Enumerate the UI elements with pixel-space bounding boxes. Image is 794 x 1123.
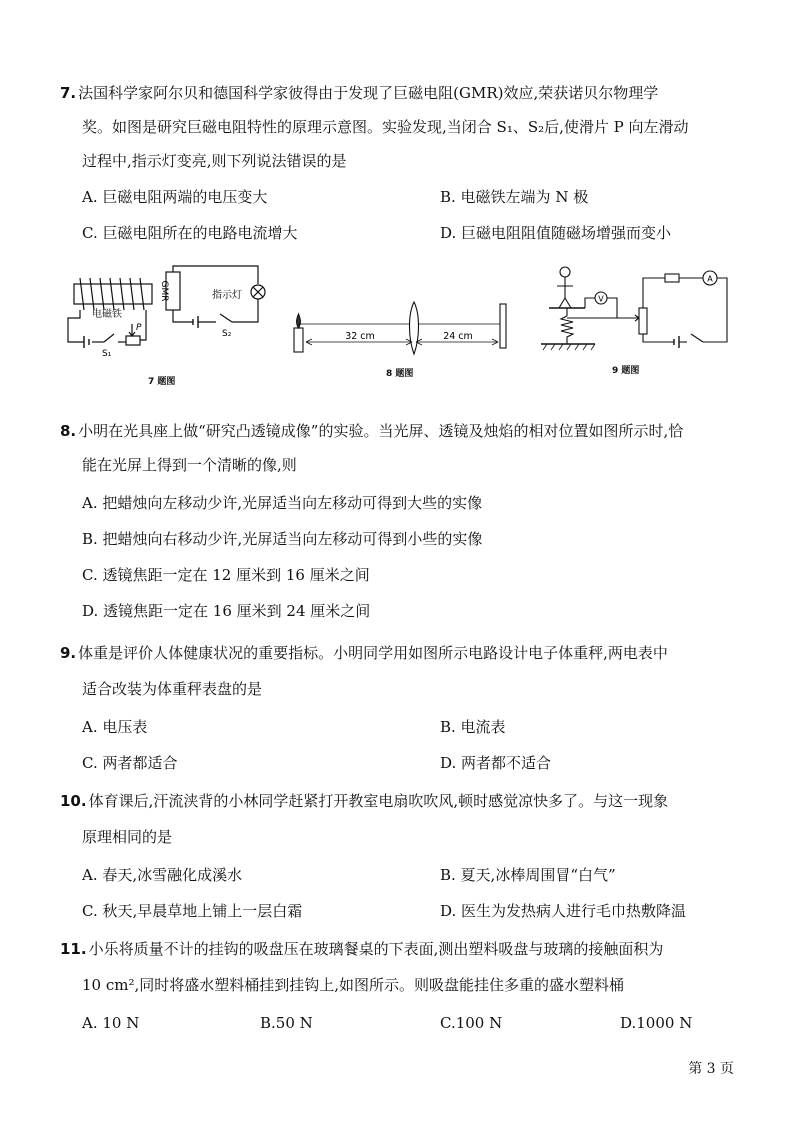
question-11-option-d[interactable]: D.1000 N — [620, 1014, 693, 1032]
question-8-option-a[interactable]: A. 把蜡烛向左移动少许,光屏适当向左移动可得到大些的实像 — [82, 494, 483, 512]
question-8-line-1: 8. 小明在光具座上做“研究凸透镜成像”的实验。当光屏、透镜及烛焰的相对位置如图所示时,恰 — [60, 422, 684, 440]
figure-7-caption: 7 题图 — [148, 377, 176, 387]
question-9-option-b[interactable]: B. 电流表 — [440, 718, 506, 736]
figure-7-circuit — [62, 262, 277, 362]
question-10-number: 10. — [60, 792, 87, 810]
question-7-option-b[interactable]: B. 电磁铁左端为 N 极 — [440, 188, 589, 206]
question-9-number: 9. — [60, 644, 77, 662]
electromagnet-label: 电磁铁 — [92, 309, 122, 320]
convex-lens — [410, 302, 419, 354]
question-9 — [60, 636, 740, 782]
question-7-option-c[interactable]: C. 巨磁电阻所在的电路电流增大 — [82, 224, 298, 242]
question-11-option-c[interactable]: C.100 N — [440, 1014, 503, 1032]
question-11-line-1: 11. 小乐将质量不计的挂钩的吸盘压在玻璃餐桌的下表面,测出塑料吸盘与玻璃的接触面积为 — [60, 940, 664, 958]
question-9-option-d[interactable]: D. 两者都不适合 — [440, 754, 552, 772]
question-8-number: 8. — [60, 422, 77, 440]
question-9-line-2: 适合改装为体重秤表盘的是 — [82, 680, 263, 698]
question-7-option-a[interactable]: A. 巨磁电阻两端的电压变大 — [82, 188, 268, 206]
slider-p-label: P — [136, 323, 142, 333]
rheostat-9 — [639, 308, 647, 334]
question-8-option-d[interactable]: D. 透镜焦距一定在 16 厘米到 24 厘米之间 — [82, 602, 371, 620]
question-8-option-b[interactable]: B. 把蜡烛向右移动少许,光屏适当向左移动可得到小些的实像 — [82, 530, 483, 548]
gmr-label: GMR — [159, 280, 169, 302]
spring — [561, 316, 573, 344]
question-8-line-2: 能在光屏上得到一个清晰的像,则 — [82, 456, 297, 474]
question-7-number: 7. — [60, 84, 77, 102]
question-11-option-b[interactable]: B.50 N — [260, 1014, 313, 1032]
question-10-option-a[interactable]: A. 春天,冰雪融化成溪水 — [82, 866, 243, 884]
candle — [294, 328, 303, 352]
figure-9-caption: 9 题图 — [612, 366, 640, 376]
question-10-option-c[interactable]: C. 秋天,早晨草地上铺上一层白霜 — [82, 902, 303, 920]
candle-flame — [297, 314, 301, 328]
figure-8-optical-bench — [290, 298, 515, 360]
question-7-line-3: 过程中,指示灯变亮,则下列说法错误的是 — [82, 152, 347, 170]
figure-9-scale-circuit — [535, 262, 735, 357]
distance-left-label: 32 cm — [345, 331, 375, 342]
light-screen — [500, 304, 506, 348]
question-9-option-a[interactable]: A. 电压表 — [82, 718, 148, 736]
voltmeter-label: V — [598, 294, 604, 304]
question-10-option-d[interactable]: D. 医生为发热病人进行毛巾热敷降温 — [440, 902, 687, 920]
question-11-option-a[interactable]: A. 10 N — [82, 1014, 140, 1032]
question-11 — [60, 932, 740, 1042]
ammeter-label: A — [707, 274, 713, 284]
question-8 — [60, 414, 740, 628]
question-11-line-2: 10 cm²,同时将盛水塑料桶挂到挂钩上,如图所示。则吸盘能挂住多重的盛水塑料桶 — [82, 976, 625, 994]
page-number: 第 3 页 — [688, 1061, 734, 1077]
question-10-line-2: 原理相同的是 — [82, 828, 173, 846]
question-10-line-1: 10. 体育课后,汗流浃背的小林同学赶紧打开教室电扇吹吹风,顿时感觉凉快多了。与这一现象 — [60, 792, 669, 810]
question-7 — [60, 76, 740, 252]
question-7-line-2: 奖。如图是研究巨磁电阻特性的原理示意图。实验发现,当闭合 S₁、S₂后,使滑片 P 向左滑动 — [82, 118, 689, 136]
question-9-line-1: 9. 体重是评价人体健康状况的重要指标。小明同学用如图所示电路设计电子体重秤,两电表中 — [60, 644, 668, 662]
question-11-number: 11. — [60, 940, 87, 958]
question-10 — [60, 784, 740, 930]
question-9-option-c[interactable]: C. 两者都适合 — [82, 754, 178, 772]
lamp-label: 指示灯 — [212, 290, 242, 301]
switch-s1-label: S₁ — [102, 349, 112, 359]
question-10-option-b[interactable]: B. 夏天,冰棒周围冒“白气” — [440, 866, 616, 884]
figure-8-caption: 8 题图 — [386, 369, 414, 379]
question-7-option-d[interactable]: D. 巨磁电阻阻值随磁场增强而变小 — [440, 224, 672, 242]
rheostat — [126, 336, 140, 345]
question-8-option-c[interactable]: C. 透镜焦距一定在 12 厘米到 16 厘米之间 — [82, 566, 370, 584]
person-head — [560, 267, 570, 277]
switch-s2-label: S₂ — [222, 329, 232, 339]
question-7-line-1: 7. 法国科学家阿尔贝和德国科学家彼得由于发现了巨磁电阻(GMR)效应,荣获诺贝尔物理学 — [60, 84, 659, 102]
distance-right-label: 24 cm — [443, 331, 473, 342]
resistor-r0 — [665, 274, 679, 282]
